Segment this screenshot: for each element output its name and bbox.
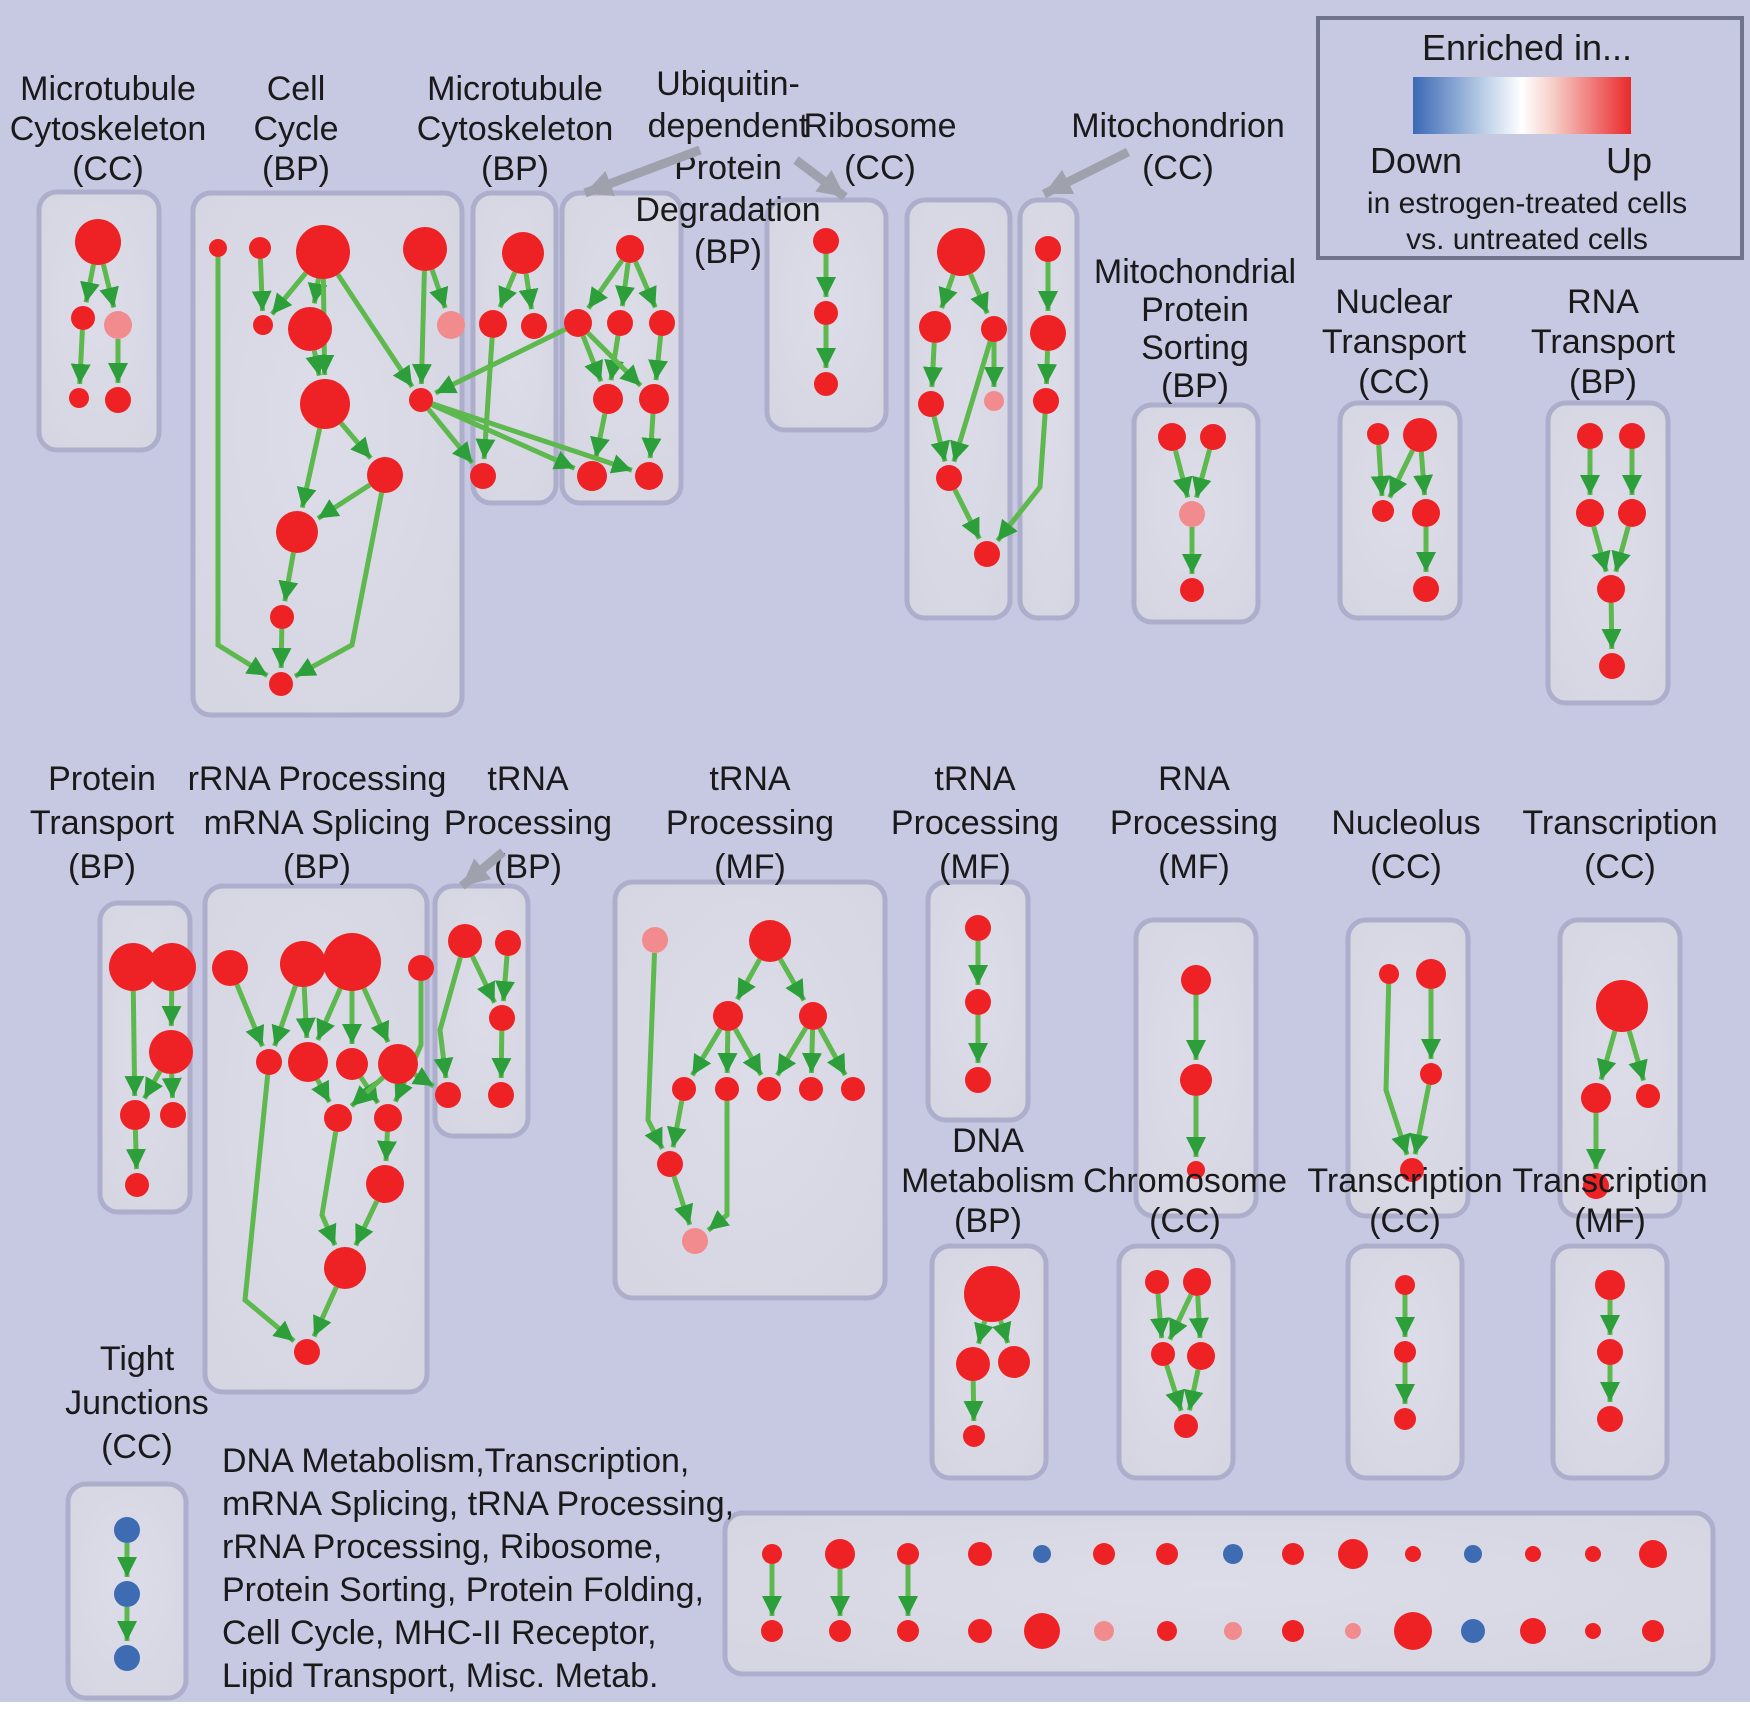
- ubiquitin-degradation-bp-go-term-node: [616, 235, 644, 263]
- relation-arrow-edge: [386, 1132, 387, 1161]
- trna-processing-mf-1-go-term-node: [841, 1077, 865, 1101]
- ribosome-cc-go-term-node: [937, 228, 985, 276]
- transcription-mf-go-term-node: [1595, 1270, 1625, 1300]
- cell-cycle-bp-go-term-node: [276, 511, 318, 553]
- rrna-processing-mrna-splicing-bp-go-term-node: [294, 1339, 320, 1365]
- microtubule-cytoskeleton-cc-label: (CC): [72, 150, 144, 188]
- microtubule-cytoskeleton-bp-label: Microtubule: [427, 70, 603, 108]
- mitochondrial-protein-sorting-bp-go-term-node: [1180, 578, 1204, 602]
- relation-arrow-edge: [1611, 603, 1612, 649]
- trna-processing-mf-2-label: Processing: [890, 804, 1060, 842]
- nuclear-transport-cc-go-term-node: [1412, 499, 1440, 527]
- misc-terms-strip-go-term-node: [1093, 1543, 1115, 1565]
- trna-processing-mf-1-label: Processing: [665, 804, 835, 842]
- relation-arrow-edge: [304, 987, 307, 1038]
- trna-processing-mf-2-label: tRNA: [934, 760, 1016, 798]
- misc-terms-strip-go-term-node: [1223, 1544, 1243, 1564]
- ribosome-cc-go-term-node: [984, 391, 1004, 411]
- relation-arrow-edge: [727, 1031, 728, 1073]
- rna-processing-mf-label: Processing: [1109, 804, 1279, 842]
- tight-junctions-cc-go-term-node: [114, 1645, 140, 1671]
- transcription-mf-label: (MF): [1574, 1202, 1646, 1240]
- misc-terms-strip-go-term-node: [1464, 1545, 1482, 1563]
- trna-processing-mf-1-go-term-node: [657, 1151, 683, 1177]
- cell-cycle-bp-go-term-node: [288, 307, 332, 351]
- microtubule-cytoskeleton-cc-label: Cytoskeleton: [9, 110, 207, 148]
- transcription-cc-row3-go-term-node: [1394, 1341, 1416, 1363]
- cell-cycle-bp-go-term-node: [269, 672, 293, 696]
- misc-terms-strip-go-term-node: [897, 1543, 919, 1565]
- trna-processing-mf-1-label: tRNA: [709, 760, 791, 798]
- protein-transport-bp-label: (BP): [68, 848, 136, 886]
- cell-cycle-bp-go-term-node: [409, 388, 433, 412]
- misc-terms-strip-go-term-node: [1282, 1543, 1304, 1565]
- nucleolus-cc-go-term-node: [1416, 959, 1446, 989]
- mitochondrial-protein-sorting-bp-go-term-node: [1158, 423, 1186, 451]
- bottom-margin: [0, 1702, 1750, 1715]
- chromosome-cc-go-term-node: [1151, 1342, 1175, 1366]
- trna-processing-mf-1-go-term-node: [715, 1077, 739, 1101]
- ubiquitin-degradation-bp-label: dependent: [647, 107, 809, 145]
- rna-transport-bp-go-term-node: [1618, 499, 1646, 527]
- transcription-cc-row3-go-term-node: [1394, 1408, 1416, 1430]
- legend-gradient-bar: [1413, 77, 1631, 134]
- nucleolus-cc-label: (CC): [1370, 848, 1442, 886]
- chromosome-cc-go-term-node: [1187, 1342, 1215, 1370]
- chromosome-cc-go-term-node: [1174, 1414, 1198, 1438]
- rna-transport-bp-go-term-node: [1597, 575, 1625, 603]
- rrna-processing-mrna-splicing-bp-go-term-node: [374, 1104, 402, 1132]
- misc-terms-strip-go-term-node: [1520, 1618, 1546, 1644]
- trna-processing-mf-2-label: (MF): [939, 848, 1011, 886]
- misc-terms-strip-go-term-node: [1094, 1621, 1114, 1641]
- misc-terms-strip-go-term-node: [1525, 1546, 1541, 1562]
- misc-terms-note-line: Lipid Transport, Misc. Metab.: [222, 1657, 659, 1695]
- ubiquitin-degradation-bp-2-go-term-node: [814, 372, 838, 396]
- cell-cycle-bp-go-term-node: [437, 311, 465, 339]
- misc-terms-strip-go-term-node: [1157, 1621, 1177, 1641]
- misc-terms-strip-go-term-node: [762, 1544, 782, 1564]
- relation-arrow-edge: [1198, 1296, 1200, 1338]
- tight-junctions-cc-label: Tight: [99, 1340, 175, 1378]
- relation-arrow-edge: [421, 271, 424, 384]
- misc-terms-strip-go-term-node: [1639, 1540, 1667, 1568]
- rrna-processing-mrna-splicing-bp-go-term-node: [323, 933, 381, 991]
- protein-transport-bp-label: Transport: [29, 804, 175, 842]
- rrna-processing-mrna-splicing-bp-go-term-node: [366, 1165, 404, 1203]
- trna-processing-bp-label: tRNA: [487, 760, 569, 798]
- mitochondrion-cc-go-term-node: [1035, 236, 1061, 262]
- rna-transport-bp-label: RNA: [1567, 283, 1639, 321]
- transcription-mf-label: Transcription: [1512, 1162, 1708, 1200]
- rrna-processing-mrna-splicing-bp-label: (BP): [283, 848, 351, 886]
- trna-processing-bp-label: Processing: [443, 804, 613, 842]
- misc-terms-strip-go-term-node: [1585, 1623, 1601, 1639]
- protein-transport-bp-go-term-node: [120, 1100, 150, 1130]
- misc-terms-strip-go-term-node: [1642, 1620, 1664, 1642]
- ubiquitin-degradation-bp-go-term-node: [607, 310, 633, 336]
- ubiquitin-degradation-bp-label: Degradation: [635, 191, 821, 229]
- cell-cycle-bp-label: Cell: [266, 70, 326, 108]
- chromosome-cc-go-term-node: [1145, 1270, 1169, 1294]
- microtubule-cytoskeleton-cc-go-term-node: [71, 306, 95, 330]
- rrna-processing-mrna-splicing-bp-go-term-node: [324, 1104, 352, 1132]
- protein-transport-bp-go-term-node: [125, 1173, 149, 1197]
- protein-transport-bp-go-term-node: [149, 1030, 193, 1074]
- relation-arrow-edge: [1047, 351, 1048, 384]
- misc-terms-strip-go-term-node: [1461, 1619, 1485, 1643]
- misc-terms-strip-go-term-node: [829, 1620, 851, 1642]
- mitochondrial-protein-sorting-bp-label: Mitochondrial: [1093, 253, 1297, 291]
- nuclear-transport-cc-label: (CC): [1358, 363, 1430, 401]
- cell-cycle-bp-go-term-node: [300, 379, 350, 429]
- microtubule-cytoskeleton-bp-label: (BP): [481, 150, 549, 188]
- misc-terms-strip-go-term-node: [1024, 1613, 1060, 1649]
- mitochondrial-protein-sorting-bp-label: Protein: [1141, 291, 1249, 329]
- cell-cycle-bp-go-term-node: [249, 237, 271, 259]
- tight-junctions-cc-go-term-node: [114, 1517, 140, 1543]
- microtubule-cytoskeleton-cc-go-term-node: [75, 219, 121, 265]
- microtubule-cytoskeleton-bp-go-term-node: [470, 463, 496, 489]
- misc-terms-strip-go-term-node: [897, 1620, 919, 1642]
- relation-arrow-edge: [172, 1074, 173, 1098]
- trna-processing-mf-1-go-term-node: [642, 927, 668, 953]
- misc-terms-note-line: Cell Cycle, MHC-II Receptor,: [222, 1614, 657, 1652]
- ribosome-cc-go-term-node: [936, 465, 962, 491]
- relation-arrow-edge: [80, 330, 83, 384]
- microtubule-cytoskeleton-cc-go-term-node: [105, 387, 131, 413]
- dna-metabolism-bp-go-term-node: [956, 1347, 990, 1381]
- relation-arrow-edge: [133, 991, 134, 1096]
- rna-transport-bp-label: (BP): [1569, 363, 1637, 401]
- mitochondrion-cc-label: Mitochondrion: [1071, 107, 1285, 145]
- ribosome-cc-go-term-node: [974, 541, 1000, 567]
- ubiquitin-degradation-bp-go-term-node: [564, 309, 592, 337]
- misc-terms-strip-go-term-node: [1156, 1543, 1178, 1565]
- mitochondrial-protein-sorting-bp-label: (BP): [1161, 367, 1229, 405]
- trna-processing-mf-1-go-term-node: [757, 1077, 781, 1101]
- cell-cycle-bp-go-term-node: [209, 239, 227, 257]
- misc-terms-strip-go-term-node: [1224, 1622, 1242, 1640]
- chromosome-cc-go-term-node: [1183, 1268, 1211, 1296]
- rrna-processing-mrna-splicing-bp-go-term-node: [212, 950, 248, 986]
- legend-subtitle-line1: in estrogen-treated cells: [1366, 187, 1688, 220]
- nucleolus-cc-label: Nucleolus: [1331, 804, 1481, 842]
- dna-metabolism-bp-label: (BP): [954, 1202, 1022, 1240]
- rrna-processing-mrna-splicing-bp-go-term-node: [256, 1049, 282, 1075]
- dna-metabolism-bp-go-term-node: [963, 1425, 985, 1447]
- dna-metabolism-bp-go-term-node: [964, 1266, 1020, 1322]
- rna-processing-mf-go-term-node: [1181, 965, 1211, 995]
- dna-metabolism-bp-label: DNA: [952, 1122, 1024, 1160]
- mitochondrion-cc-go-term-node: [1033, 388, 1059, 414]
- tight-junctions-cc-go-term-node: [114, 1581, 140, 1607]
- rna-transport-bp-go-term-node: [1619, 423, 1645, 449]
- transcription-cc-row2-label: (CC): [1584, 848, 1656, 886]
- trna-processing-mf-1-go-term-node: [672, 1077, 696, 1101]
- transcription-cc-row2-go-term-node: [1636, 1084, 1660, 1108]
- misc-terms-strip-go-term-node: [761, 1620, 783, 1642]
- nucleolus-cc-go-term-node: [1420, 1063, 1442, 1085]
- legend-up-label: Up: [1605, 140, 1653, 181]
- transcription-cc-row2-go-term-node: [1596, 980, 1648, 1032]
- relation-arrow-edge: [135, 1130, 136, 1169]
- trna-processing-bp-go-term-node: [495, 930, 521, 956]
- relation-arrow-edge: [260, 259, 262, 311]
- misc-terms-strip-go-term-node: [1345, 1623, 1361, 1639]
- chromosome-cc-label: Chromosome: [1082, 1162, 1288, 1200]
- ubiquitin-degradation-bp-label: Ubiquitin-: [656, 65, 800, 103]
- mitochondrial-protein-sorting-bp-label: Sorting: [1141, 329, 1249, 367]
- transcription-mf-go-term-node: [1597, 1406, 1623, 1432]
- trna-processing-mf-2-go-term-node: [965, 915, 991, 941]
- misc-terms-strip-box: [725, 1513, 1713, 1674]
- trna-processing-bp-go-term-node: [448, 924, 482, 958]
- nuclear-transport-cc-label: Transport: [1321, 323, 1467, 361]
- rna-transport-bp-go-term-node: [1576, 499, 1604, 527]
- trna-processing-mf-1-go-term-node: [682, 1228, 708, 1254]
- trna-processing-bp-go-term-node: [489, 1005, 515, 1031]
- relation-arrow-edge: [501, 1031, 502, 1078]
- misc-terms-strip-go-term-node: [1405, 1546, 1421, 1562]
- cell-cycle-bp-label: Cycle: [253, 110, 339, 148]
- misc-terms-note-line: Protein Sorting, Protein Folding,: [222, 1571, 704, 1609]
- dna-metabolism-bp-go-term-node: [998, 1346, 1030, 1378]
- trna-processing-mf-1-go-term-node: [713, 1001, 743, 1031]
- protein-transport-bp-label: Protein: [48, 760, 156, 798]
- transcription-cc-row3-label: Transcription: [1307, 1162, 1503, 1200]
- chromosome-cc-box: [1119, 1246, 1233, 1478]
- ribosome-cc-go-term-node: [918, 391, 944, 417]
- transcription-cc-row3-label: (CC): [1369, 1202, 1441, 1240]
- rna-processing-mf-label: (MF): [1158, 848, 1230, 886]
- ubiquitin-degradation-bp-2-go-term-node: [814, 301, 838, 325]
- nuclear-transport-cc-go-term-node: [1403, 418, 1437, 452]
- ubiquitin-degradation-bp-label: Protein: [674, 149, 782, 187]
- transcription-cc-row3-go-term-node: [1395, 1275, 1415, 1295]
- misc-terms-strip-go-term-node: [968, 1542, 992, 1566]
- protein-transport-bp-go-term-node: [148, 943, 196, 991]
- tight-junctions-cc-label: Junctions: [65, 1384, 209, 1422]
- nuclear-transport-cc-go-term-node: [1372, 500, 1394, 522]
- rna-processing-mf-go-term-node: [1180, 1064, 1212, 1096]
- rna-transport-bp-go-term-node: [1577, 423, 1603, 449]
- trna-processing-mf-1-go-term-node: [799, 1077, 823, 1101]
- legend-subtitle-line2: vs. untreated cells: [1406, 223, 1648, 256]
- trna-processing-bp-go-term-node: [488, 1082, 514, 1108]
- microtubule-cytoskeleton-cc-label: Microtubule: [20, 70, 196, 108]
- trna-processing-mf-1-go-term-node: [749, 920, 791, 962]
- misc-terms-strip-go-term-node: [1282, 1620, 1304, 1642]
- misc-terms-note-line: DNA Metabolism,Transcription,: [222, 1442, 690, 1480]
- mitochondrion-cc-go-term-node: [1030, 315, 1066, 351]
- ribosome-cc-go-term-node: [919, 311, 951, 343]
- relation-arrow-edge: [811, 1030, 812, 1073]
- microtubule-cytoskeleton-cc-go-term-node: [104, 311, 132, 339]
- ribosome-cc-label: Ribosome: [803, 107, 957, 145]
- cell-cycle-bp-label: (BP): [262, 150, 330, 188]
- legend-title: Enriched in...: [1421, 27, 1633, 68]
- nuclear-transport-cc-go-term-node: [1413, 576, 1439, 602]
- transcription-cc-row2-go-term-node: [1581, 1083, 1611, 1113]
- rrna-processing-mrna-splicing-bp-label: rRNA Processing: [187, 760, 447, 798]
- ubiquitin-degradation-bp-2-go-term-node: [813, 228, 839, 254]
- rrna-processing-mrna-splicing-bp-label: mRNA Splicing: [203, 804, 431, 842]
- relation-arrow-edge: [973, 1381, 974, 1421]
- rna-transport-bp-go-term-node: [1599, 653, 1625, 679]
- chromosome-cc-label: (CC): [1149, 1202, 1221, 1240]
- trna-processing-mf-2-go-term-node: [965, 1067, 991, 1093]
- trna-processing-bp-go-term-node: [435, 1082, 461, 1108]
- cell-cycle-bp-go-term-node: [296, 225, 350, 279]
- relation-arrow-edge: [1379, 445, 1382, 496]
- microtubule-cytoskeleton-bp-label: Cytoskeleton: [416, 110, 614, 148]
- trna-processing-mf-1-label: (MF): [714, 848, 786, 886]
- ubiquitin-degradation-bp-go-term-node: [649, 310, 675, 336]
- misc-terms-strip-go-term-node: [1338, 1539, 1368, 1569]
- misc-terms-strip-go-term-node: [1394, 1612, 1432, 1650]
- nuclear-transport-cc-label: Nuclear: [1335, 283, 1453, 321]
- relation-arrow-edge: [281, 629, 282, 668]
- rrna-processing-mrna-splicing-bp-go-term-node: [288, 1042, 328, 1082]
- ubiquitin-degradation-bp-go-term-node: [639, 384, 669, 414]
- relation-arrow-edge: [650, 414, 653, 458]
- nucleolus-cc-go-term-node: [1379, 964, 1399, 984]
- microtubule-cytoskeleton-bp-go-term-node: [502, 232, 544, 274]
- mitochondrion-cc-label: (CC): [1142, 149, 1214, 187]
- mitochondrial-protein-sorting-bp-go-term-node: [1200, 424, 1226, 450]
- rrna-processing-mrna-splicing-bp-go-term-node: [336, 1048, 368, 1080]
- cell-cycle-bp-go-term-node: [270, 605, 294, 629]
- misc-terms-strip-go-term-node: [1033, 1545, 1051, 1563]
- trna-processing-bp-label: (BP): [494, 848, 562, 886]
- rrna-processing-mrna-splicing-bp-go-term-node: [280, 941, 326, 987]
- ubiquitin-degradation-bp-go-term-node: [635, 462, 663, 490]
- cell-cycle-bp-go-term-node: [253, 315, 273, 335]
- rrna-processing-mrna-splicing-bp-go-term-node: [408, 955, 434, 981]
- rrna-processing-mrna-splicing-bp-go-term-node: [324, 1247, 366, 1289]
- ribosome-cc-label: (CC): [844, 149, 916, 187]
- misc-terms-strip-go-term-node: [825, 1539, 855, 1569]
- tight-junctions-cc-label: (CC): [101, 1428, 173, 1466]
- misc-terms-strip-go-term-node: [1585, 1546, 1601, 1562]
- dna-metabolism-bp-label: Metabolism: [901, 1162, 1075, 1200]
- cell-cycle-bp-go-term-node: [367, 457, 403, 493]
- microtubule-cytoskeleton-cc-go-term-node: [69, 388, 89, 408]
- transcription-cc-row2-label: Transcription: [1522, 804, 1718, 842]
- legend-down-label: Down: [1369, 140, 1463, 181]
- rrna-processing-mrna-splicing-bp-go-term-node: [378, 1044, 418, 1084]
- misc-terms-note-line: mRNA Splicing, tRNA Processing,: [222, 1485, 735, 1523]
- rna-transport-bp-label: Transport: [1530, 323, 1676, 361]
- ubiquitin-degradation-bp-label: (BP): [694, 233, 762, 271]
- cell-cycle-bp-go-term-node: [403, 227, 447, 271]
- nuclear-transport-cc-go-term-node: [1367, 423, 1389, 445]
- protein-transport-bp-go-term-node: [160, 1102, 186, 1128]
- mitochondrial-protein-sorting-bp-go-term-node: [1179, 501, 1205, 527]
- relation-arrow-edge: [932, 343, 934, 387]
- microtubule-cytoskeleton-bp-go-term-node: [479, 310, 507, 338]
- misc-terms-note-line: rRNA Processing, Ribosome,: [222, 1528, 663, 1566]
- ubiquitin-degradation-bp-go-term-node: [593, 384, 623, 414]
- trna-processing-mf-2-go-term-node: [965, 989, 991, 1015]
- nuclear-transport-cc-box: [1340, 403, 1460, 618]
- rna-processing-mf-label: RNA: [1158, 760, 1230, 798]
- misc-terms-strip-go-term-node: [968, 1619, 992, 1643]
- microtubule-cytoskeleton-bp-go-term-node: [521, 313, 547, 339]
- ribosome-cc-go-term-node: [981, 316, 1007, 342]
- trna-processing-mf-1-go-term-node: [799, 1002, 827, 1030]
- relation-arrow-edge: [1421, 452, 1424, 495]
- transcription-mf-go-term-node: [1597, 1339, 1623, 1365]
- ubiquitin-degradation-bp-go-term-node: [577, 461, 607, 491]
